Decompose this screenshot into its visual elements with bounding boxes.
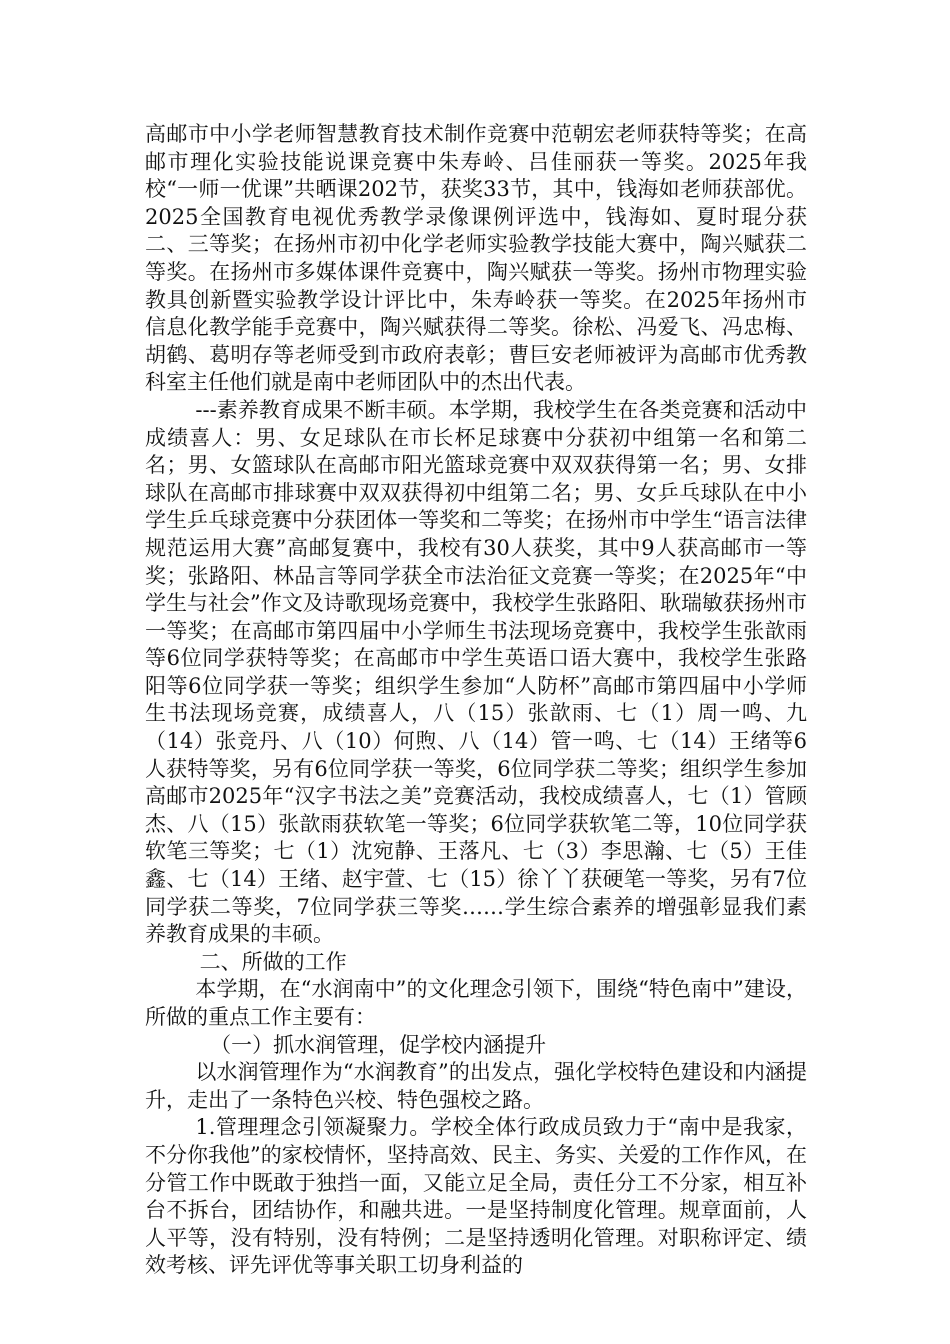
paragraph-management-concept: 1.管理理念引领凝聚力。学校全体行政成员致力于“南中是我家，不分你我他”的家校情怀，坚持高效、民主、务实、关爱的工作作风，在分管工作中既敢于独挡一面，又能立足全局，责任分工不分家，相互补台不拆台，团结协作，和融共进。一是坚持制度化管理。规章面前，人人平等，没有特别，没有特例；二是坚持透明化管理。对职称评定、绩效考核、评先评优等事关职工切身利益的: [145, 1115, 807, 1278]
paragraph-student-achievements: ---素养教育成果不断丰硕。本学期，我校学生在各类竞赛和活动中成绩喜人：男、女足球队在市长杯足球赛中分获初中组第一名和第二名；男、女篮球队在高邮市阳光篮球竞赛中双双获得第一名；男、女排球队在高邮市排球赛中双双获得初中组第二名；男、女乒乓球队在中小学生乒乓球竞赛中分获团体一等奖和二等奖；在扬州市中学生“语言法律规范运用大赛”高邮复赛中，我校有30人获奖，其中9人获高邮市一等奖；张路阳、林品言等同学获全市法治征文竞赛一等奖；在2025年“中学生与社会”作文及诗歌现场竞赛中，我校学生张路阳、耿瑞敏获扬州市一等奖；在高邮市第四届中小学师生书法现场竞赛中，我校学生张歆雨等6位同学获特等奖；在高邮市中学生英语口语大赛中，我校学生张路阳等6位同学获一等奖；组织学生参加“人防杯”高邮市第四届中小学师生书法现场竞赛，成绩喜人，八（15）张歆雨、七（1）周一鸣、九（14）张竞丹、八（10）何煦、八（14）管一鸣、七（14）王绪等6人获特等奖，另有6位同学获一等奖，6位同学获二等奖；组织学生参加高邮市2025年“汉字书法之美”竞赛活动，我校成绩喜人，七（1）管顾杰、八（15）张歆雨获软笔一等奖；6位同学获软笔二等，10位同学获软笔三等奖；七（1）沈宛静、王落凡、七（3）李思瀚、七（5）王佳鑫、七（14）王绪、赵宇萱、七（15）徐丫丫获硬笔一等奖，另有7位同学获二等奖，7位同学获三等奖……学生综合素养的增强彰显我们素养教育成果的丰硕。: [145, 397, 807, 947]
section-heading-work-done: 二、所做的工作: [199, 949, 347, 974]
paragraph-management-intro: 以水润管理作为“水润教育”的出发点，强化学校特色建设和内涵提升，走出了一条特色兴校、特色强校之路。: [145, 1060, 807, 1112]
paragraph-teacher-awards: 高邮市中小学老师智慧教育技术制作竞赛中范朝宏老师获特等奖；在高邮市理化实验技能说课竞赛中朱寿岭、吕佳丽获一等奖。2025年我校“一师一优课”共晒课202节，获奖33节，其中，钱海如老师获部优。2025全国教育电视优秀教学录像课例评选中，钱海如、夏时琨分获二、三等奖；在扬州市初中化学老师实验教学技能大赛中，陶兴赋获二等奖。在扬州市多媒体课件竞赛中，陶兴赋获一等奖。扬州市物理实验教具创新暨实验教学设计评比中，朱寿岭获一等奖。在2025年扬州市信息化教学能手竞赛中，陶兴赋获得二等奖。徐松、冯爱飞、冯忠梅、胡鹤、葛明存等老师受到市政府表彰；曹巨安老师被评为高邮市优秀教科室主任他们就是南中老师团队中的杰出代表。: [145, 122, 807, 395]
paragraph-work-intro: 本学期，在“水润南中”的文化理念引领下，围绕“特色南中”建设，所做的重点工作主要有：: [145, 977, 807, 1029]
document-page: [145, 121, 807, 1280]
subsection-heading-management: （一）抓水润管理，促学校内涵提升: [210, 1032, 547, 1057]
